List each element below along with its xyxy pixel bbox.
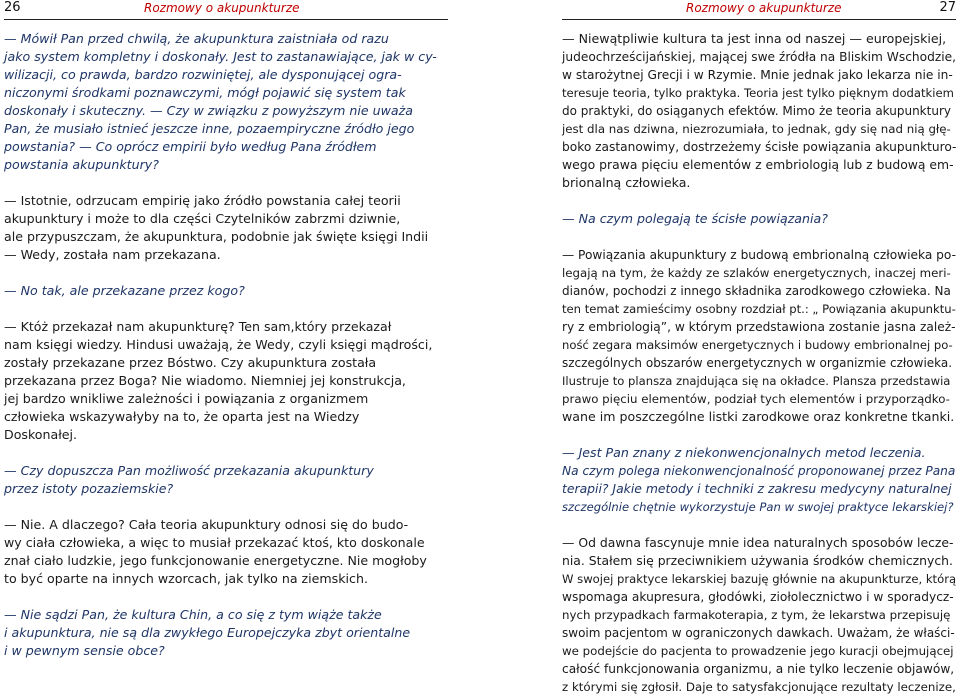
left-page-number: 26 <box>4 0 21 15</box>
text-line: doskonały i skuteczny. — Czy w związku z powyższym nie uważa <box>4 103 413 118</box>
text-line: prawo pięciu elementów, podział tych elementów i przyporządko- <box>562 392 950 406</box>
text-line: do praktyki, do osiąganych efektów. Mimo że teoria akupunktury <box>562 104 951 118</box>
left-page <box>4 0 448 667</box>
interview-answer <box>4 318 448 444</box>
text-line: szczególnych obszarów energetycznych w organizmie człowieka. <box>562 356 953 370</box>
text-line: Doskonałej. <box>4 427 78 442</box>
text-line: powstania? — Co oprócz empirii było według Pana źródłem <box>4 139 377 154</box>
text-line: Pan, że musiało istnieć jeszcze inne, pozaempiryczne źródło jego <box>4 121 415 136</box>
text-line: to być oparte na innych wzorcach, jak tylko na ziemskich. <box>4 571 368 586</box>
text-line: teresuje teoria, tylko praktyka. Teoria jest tylko pięknym dodatkiem <box>562 86 954 100</box>
text-line: — Powiązania akupunktury z budową embrionalną człowieka po- <box>562 248 957 262</box>
text-line: boko zastanowimy, dostrzeżemy ścisłe powiązania akupunkturo- <box>562 140 957 154</box>
text-line: W swojej praktyce lekarskiej bazuję głównie na akupunkturze, którą <box>562 572 957 586</box>
text-line: nia. Stałem się przeciwnikiem używania środków chemicznych. <box>562 553 953 568</box>
right-running-title: Rozmowy o akupunkturze <box>686 1 842 15</box>
interview-question <box>562 444 956 516</box>
text-line: człowieka wskazywałyby na to, że oparta jest na Wiedzy <box>4 409 360 424</box>
text-line: — Nie sądzi Pan, że kultura Chin, a co się z tym wiąże także <box>4 607 382 622</box>
text-line: i akupunktura, nie są dla zwykłego Europejczyka zbyt orientalne <box>4 625 411 640</box>
text-line: we podejście do pacjenta to prowadzenie jego kuracji obejmującej <box>562 644 954 658</box>
interview-answer <box>4 516 448 588</box>
text-line: ność zegara maksimów energetycznych i budowy embrionalnej po- <box>562 338 953 352</box>
text-line: nam księgi wiedzy. Hindusi uważają, że Wedy, czyli księgi mądrości, <box>4 337 433 352</box>
interview-question <box>4 282 448 300</box>
text-line: przez istoty pozaziemskie? <box>4 481 174 496</box>
text-line: — Mówił Pan przed chwilą, że akupunktura zaistniała od razu <box>4 31 389 46</box>
text-line: — Nie. A dlaczego? Cała teoria akupunktury odnosi się do budo- <box>4 517 409 532</box>
interview-question <box>4 30 448 174</box>
right-page <box>562 0 957 694</box>
text-line: jest dla nas dziwna, niezrozumiała, to jednak, gdy się nad nią głę- <box>562 122 951 136</box>
text-line: znał ciało ludzkie, jego funkcjonowanie energetyczne. Nie mogłoby <box>4 553 427 568</box>
text-line: i w pewnym sensie obce? <box>4 643 165 658</box>
text-line: brionalną człowieka. <box>562 175 691 190</box>
text-line: — No tak, ale przekazane przez kogo? <box>4 283 245 298</box>
text-line: wego prawa pięciu elementów z embriologią lub z budową em- <box>562 157 954 172</box>
text-line: jako system kompletny i doskonały. Jest to zastanawiające, jak w cy- <box>4 49 437 64</box>
text-line: powstania akupunktury? <box>4 157 159 172</box>
text-line: dianów, pochodzi z innego składnika zarodkowego człowieka. Na <box>562 284 951 298</box>
text-line: ry z embriologią”, w którym przedstawiona zostanie jasna zależ- <box>562 320 956 334</box>
text-line: wane im poszczególne listki zarodkowe oraz konkretne tkanki. <box>562 409 955 424</box>
text-line: szczególnie chętnie wykorzystuje Pan w swojej praktyce lekarskiej? <box>562 500 954 514</box>
interview-question <box>562 210 956 228</box>
text-line: ten temat zamieścimy osobny rozdział pt.: „ Powiązania akupunktu- <box>562 302 956 316</box>
text-line: — Jest Pan znany z niekonwencjonalnych metod leczenia. <box>562 445 926 460</box>
text-line: — Wedy, została nam przekazana. <box>4 247 221 262</box>
text-line: jej bardzo wnikliwe zależności i powiązania z organizmem <box>4 391 369 406</box>
text-line: — Istotnie, odrzucam empirię jako źródło powstania całej teorii <box>4 193 401 208</box>
text-line: wy ciała człowieka, a więc to musiał przekazać ktoś, kto doskonale <box>4 535 425 550</box>
text-line: judeochrześcijańskiej, mającej swe źródła na Bliskim Wschodzie, <box>562 50 956 64</box>
right-page-header <box>562 0 956 20</box>
left-page-body <box>4 30 448 660</box>
interview-question <box>4 462 448 498</box>
interview-question <box>4 606 448 660</box>
interview-answer <box>562 30 956 192</box>
text-line: — Czy dopuszcza Pan możliwość przekazania akupunktury <box>4 463 374 478</box>
text-line: nych przypadkach farmakoterapia, z tym, że lekarstwa przepisuję <box>562 608 951 622</box>
right-page-body <box>562 30 956 696</box>
text-line: z którymi się zgłosił. Daje to satysfakcjonujące rezultaty leczenize, <box>562 680 956 694</box>
text-line: całość funkcjonowania organizmu, a nie tylko leczenie objawów, <box>562 662 955 676</box>
left-page-header <box>4 0 448 20</box>
text-line: Ilustruje to plansza znajdująca się na okładce. Plansza przedstawia <box>562 374 951 388</box>
text-line: — Na czym polegają te ścisłe powiązania? <box>562 211 828 226</box>
text-line: wspomaga akupresura, głodówki, ziołolecznictwo i w sporadycz- <box>562 590 954 604</box>
text-line: ale przypuszczam, że akupunktura, podobnie jak święte księgi Indii <box>4 229 429 244</box>
interview-answer <box>562 246 956 426</box>
right-page-number: 27 <box>939 0 956 15</box>
text-line: terapii? Jakie metody i techniki z zakresu medycyny naturalnej <box>562 481 952 496</box>
text-line: w starożytnej Grecji i w Rzymie. Mnie jednak jako lekarza nie in- <box>562 68 953 82</box>
interview-answer <box>4 192 448 264</box>
text-line: — Od dawna fascynuje mnie idea naturalnych sposobów lecze- <box>562 535 954 550</box>
text-line: Na czym polega niekonwencjonalność proponowanej przez Pana <box>562 464 956 478</box>
text-line: akupunktury i może to dla części Czytelników zabrzmi dziwnie, <box>4 211 401 226</box>
interview-answer <box>562 534 956 696</box>
text-line: swoim pacjentom w ograniczonych dawkach. Uważam, że właści- <box>562 626 955 640</box>
text-line: wilizacji, co prawda, bardzo rozwiniętej, ale dysponującej ogra- <box>4 67 402 82</box>
text-line: zostały przekazane przez Bóstwo. Czy akupunktura została <box>4 355 377 370</box>
text-line: — Niewątpliwie kultura ta jest inna od naszej — europejskiej, <box>562 31 947 46</box>
text-line: przekazana przez Boga? Nie wiadomo. Niemniej jej konstrukcja, <box>4 373 406 388</box>
text-line: legają na tym, że każdy ze szlaków energetycznych, inaczej meri- <box>562 266 951 280</box>
text-line: — Któż przekazał nam akupunkturę? Ten sam,który przekazał <box>4 319 392 334</box>
left-running-title: Rozmowy o akupunkturze <box>144 1 300 15</box>
text-line: niczonymi środkami poznawczymi, mógł pojawić się system tak <box>4 85 406 100</box>
